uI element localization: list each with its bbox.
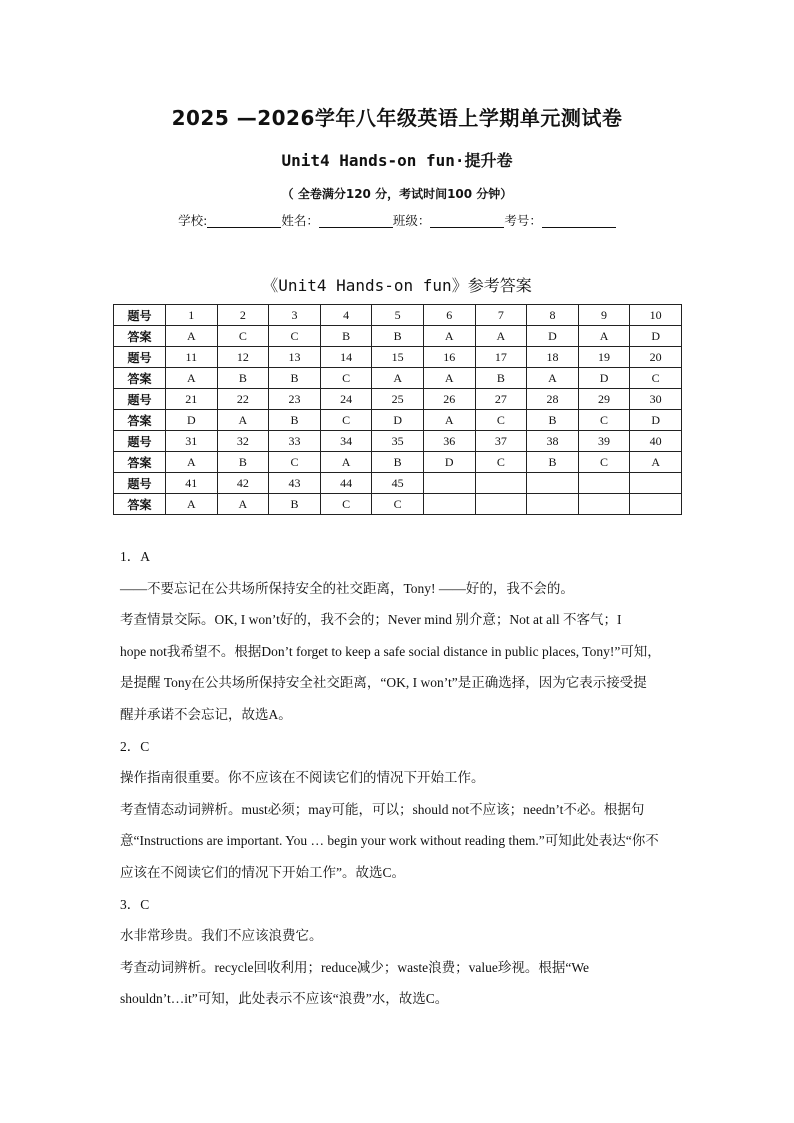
answer-cell: D	[372, 410, 424, 431]
answer-cell: A	[578, 326, 630, 347]
question-number-cell: 26	[423, 389, 475, 410]
answer-cell: B	[269, 410, 321, 431]
question-number-cell: 1	[166, 305, 218, 326]
question-number-cell: 23	[269, 389, 321, 410]
question-label-cell: 题号	[114, 347, 166, 368]
question-number-cell	[475, 473, 527, 494]
explanation-line: 考查情态动词辨析。must必须；may可能，可以；should not不应该；needn’t不必。根据句	[120, 801, 645, 817]
answer-cell: A	[217, 494, 269, 515]
question-number-row	[114, 431, 682, 452]
explanation-line: 醒并承诺不会忘记，故选A。	[120, 706, 292, 722]
answer-cell: A	[166, 494, 218, 515]
question-number-cell: 28	[527, 389, 579, 410]
explanation-line: ——不要忘记在公共场所保持安全的社交距离，Tony! ——好的，我不会的。	[120, 580, 574, 596]
explanations	[120, 541, 680, 1015]
answer-label-cell: 答案	[114, 410, 166, 431]
answer-cell: A	[372, 368, 424, 389]
class-blank[interactable]	[430, 214, 504, 228]
explanation-label: 2．C	[120, 738, 150, 754]
answer-cell: A	[217, 410, 269, 431]
answer-label-cell: 答案	[114, 368, 166, 389]
answer-cell: C	[320, 494, 372, 515]
question-number-cell: 40	[630, 431, 682, 452]
explanation-line: shouldn’t…it”可知，此处表示不应该“浪费”水，故选C。	[120, 991, 449, 1007]
answer-cell	[475, 494, 527, 515]
answer-cell	[630, 494, 682, 515]
question-number-cell: 15	[372, 347, 424, 368]
question-label-cell: 题号	[114, 305, 166, 326]
answer-cell: B	[269, 494, 321, 515]
answer-row	[114, 494, 682, 515]
answer-cell: D	[527, 326, 579, 347]
answer-cell: D	[578, 368, 630, 389]
question-number-cell: 32	[217, 431, 269, 452]
explanation-line: 考查情景交际。OK, I won’t好的，我不会的；Never mind 别介意；Not at all 不客气；I	[120, 612, 622, 628]
name-label: 姓名：	[281, 213, 319, 228]
answer-cell: B	[269, 368, 321, 389]
answer-cell: B	[217, 452, 269, 473]
question-number-cell: 11	[166, 347, 218, 368]
school-label: 学校:	[178, 213, 208, 228]
answer-cell	[423, 494, 475, 515]
question-number-cell: 19	[578, 347, 630, 368]
answer-row	[114, 410, 682, 431]
question-number-cell: 31	[166, 431, 218, 452]
answer-cell: C	[630, 368, 682, 389]
question-number-cell	[630, 473, 682, 494]
answer-cell: B	[372, 452, 424, 473]
answer-key-title: 《Unit4 Hands-on fun》参考答案	[262, 276, 532, 295]
question-number-cell	[423, 473, 475, 494]
question-number-cell: 39	[578, 431, 630, 452]
page-title: 2025 —2026学年八年级英语上学期单元测试卷	[171, 106, 623, 130]
answer-cell: C	[578, 452, 630, 473]
question-number-cell: 33	[269, 431, 321, 452]
answer-cell	[578, 494, 630, 515]
name-blank[interactable]	[319, 214, 393, 228]
answer-cell	[527, 494, 579, 515]
question-number-cell	[527, 473, 579, 494]
question-number-cell: 25	[372, 389, 424, 410]
question-number-cell: 17	[475, 347, 527, 368]
question-number-cell: 44	[320, 473, 372, 494]
question-number-cell: 29	[578, 389, 630, 410]
answer-table	[113, 304, 682, 515]
answer-cell: C	[578, 410, 630, 431]
question-number-cell: 10	[630, 305, 682, 326]
school-blank[interactable]	[207, 214, 281, 228]
answer-cell: A	[423, 410, 475, 431]
question-number-cell: 20	[630, 347, 682, 368]
answer-cell: C	[320, 410, 372, 431]
student-info-line	[0, 211, 794, 229]
answer-cell: D	[423, 452, 475, 473]
answer-cell: B	[372, 326, 424, 347]
question-number-cell: 6	[423, 305, 475, 326]
answer-cell: A	[320, 452, 372, 473]
answer-cell: C	[320, 368, 372, 389]
question-number-cell: 27	[475, 389, 527, 410]
question-number-cell: 2	[217, 305, 269, 326]
explanation-line: 意“Instructions are important. You … begin your work without reading them.”可知此处表达“你不	[120, 833, 659, 849]
answer-cell: D	[166, 410, 218, 431]
answer-cell: C	[372, 494, 424, 515]
answer-cell: B	[217, 368, 269, 389]
explanation-line: 应该在不阅读它们的情况下开始工作”。故选C。	[120, 864, 405, 880]
number-label: 考号：	[504, 213, 542, 228]
answer-cell: A	[166, 326, 218, 347]
answer-cell: B	[320, 326, 372, 347]
question-number-cell: 16	[423, 347, 475, 368]
answer-cell: A	[423, 326, 475, 347]
explanation-line: 水非常珍贵。我们不应该浪费它。	[120, 928, 323, 944]
question-number-row	[114, 473, 682, 494]
answer-cell: C	[269, 326, 321, 347]
question-number-cell: 37	[475, 431, 527, 452]
answer-row	[114, 326, 682, 347]
question-number-cell	[578, 473, 630, 494]
explanation-line: hope not我希望不。根据Don’t forget to keep a safe social distance in public places, Tony!”可知，	[120, 643, 661, 659]
question-number-cell: 45	[372, 473, 424, 494]
answer-label-cell: 答案	[114, 494, 166, 515]
answer-cell: D	[630, 410, 682, 431]
question-label-cell: 题号	[114, 473, 166, 494]
question-number-cell: 9	[578, 305, 630, 326]
question-number-cell: 4	[320, 305, 372, 326]
class-label: 班级：	[392, 213, 431, 228]
answer-cell: B	[527, 452, 579, 473]
question-number-row	[114, 305, 682, 326]
question-number-cell: 24	[320, 389, 372, 410]
answer-cell: C	[475, 452, 527, 473]
question-number-cell: 7	[475, 305, 527, 326]
explanation-line: 考查动词辨析。recycle回收利用；reduce减少；waste浪费；value珍视。根据“We	[120, 959, 590, 975]
question-label-cell: 题号	[114, 431, 166, 452]
question-number-cell: 18	[527, 347, 579, 368]
number-blank[interactable]	[542, 214, 616, 228]
exam-note: （ 全卷满分120 分，考试时间100 分钟）	[281, 187, 513, 201]
explanation-line: 是提醒 Tony在公共场所保持安全社交距离，“OK, I won’t”是正确选择，因为它表示接受提	[120, 675, 647, 691]
answer-row	[114, 452, 682, 473]
question-number-row	[114, 389, 682, 410]
question-number-cell: 22	[217, 389, 269, 410]
answer-cell: C	[217, 326, 269, 347]
answer-label-cell: 答案	[114, 326, 166, 347]
question-number-cell: 13	[269, 347, 321, 368]
question-number-cell: 41	[166, 473, 218, 494]
answer-row	[114, 368, 682, 389]
question-number-cell: 5	[372, 305, 424, 326]
answer-cell: A	[527, 368, 579, 389]
question-label-cell: 题号	[114, 389, 166, 410]
question-number-cell: 21	[166, 389, 218, 410]
answer-cell: C	[269, 452, 321, 473]
explanation-line: 操作指南很重要。你不应该在不阅读它们的情况下开始工作。	[120, 770, 485, 786]
answer-cell: D	[630, 326, 682, 347]
question-number-cell: 14	[320, 347, 372, 368]
page-subtitle: Unit4 Hands-on fun·提升卷	[281, 151, 513, 170]
question-number-cell: 3	[269, 305, 321, 326]
question-number-cell: 12	[217, 347, 269, 368]
answer-cell: B	[527, 410, 579, 431]
answer-cell: A	[166, 452, 218, 473]
question-number-cell: 8	[527, 305, 579, 326]
explanation-label: 3．C	[120, 896, 150, 912]
question-number-cell: 38	[527, 431, 579, 452]
question-number-cell: 34	[320, 431, 372, 452]
answer-cell: A	[630, 452, 682, 473]
question-number-cell: 36	[423, 431, 475, 452]
explanation-label: 1．A	[120, 549, 150, 564]
question-number-cell: 42	[217, 473, 269, 494]
question-number-cell: 30	[630, 389, 682, 410]
question-number-row	[114, 347, 682, 368]
answer-label-cell: 答案	[114, 452, 166, 473]
answer-cell: A	[475, 326, 527, 347]
question-number-cell: 43	[269, 473, 321, 494]
question-number-cell: 35	[372, 431, 424, 452]
answer-cell: B	[475, 368, 527, 389]
answer-cell: A	[423, 368, 475, 389]
answer-cell: A	[166, 368, 218, 389]
answer-cell: C	[475, 410, 527, 431]
